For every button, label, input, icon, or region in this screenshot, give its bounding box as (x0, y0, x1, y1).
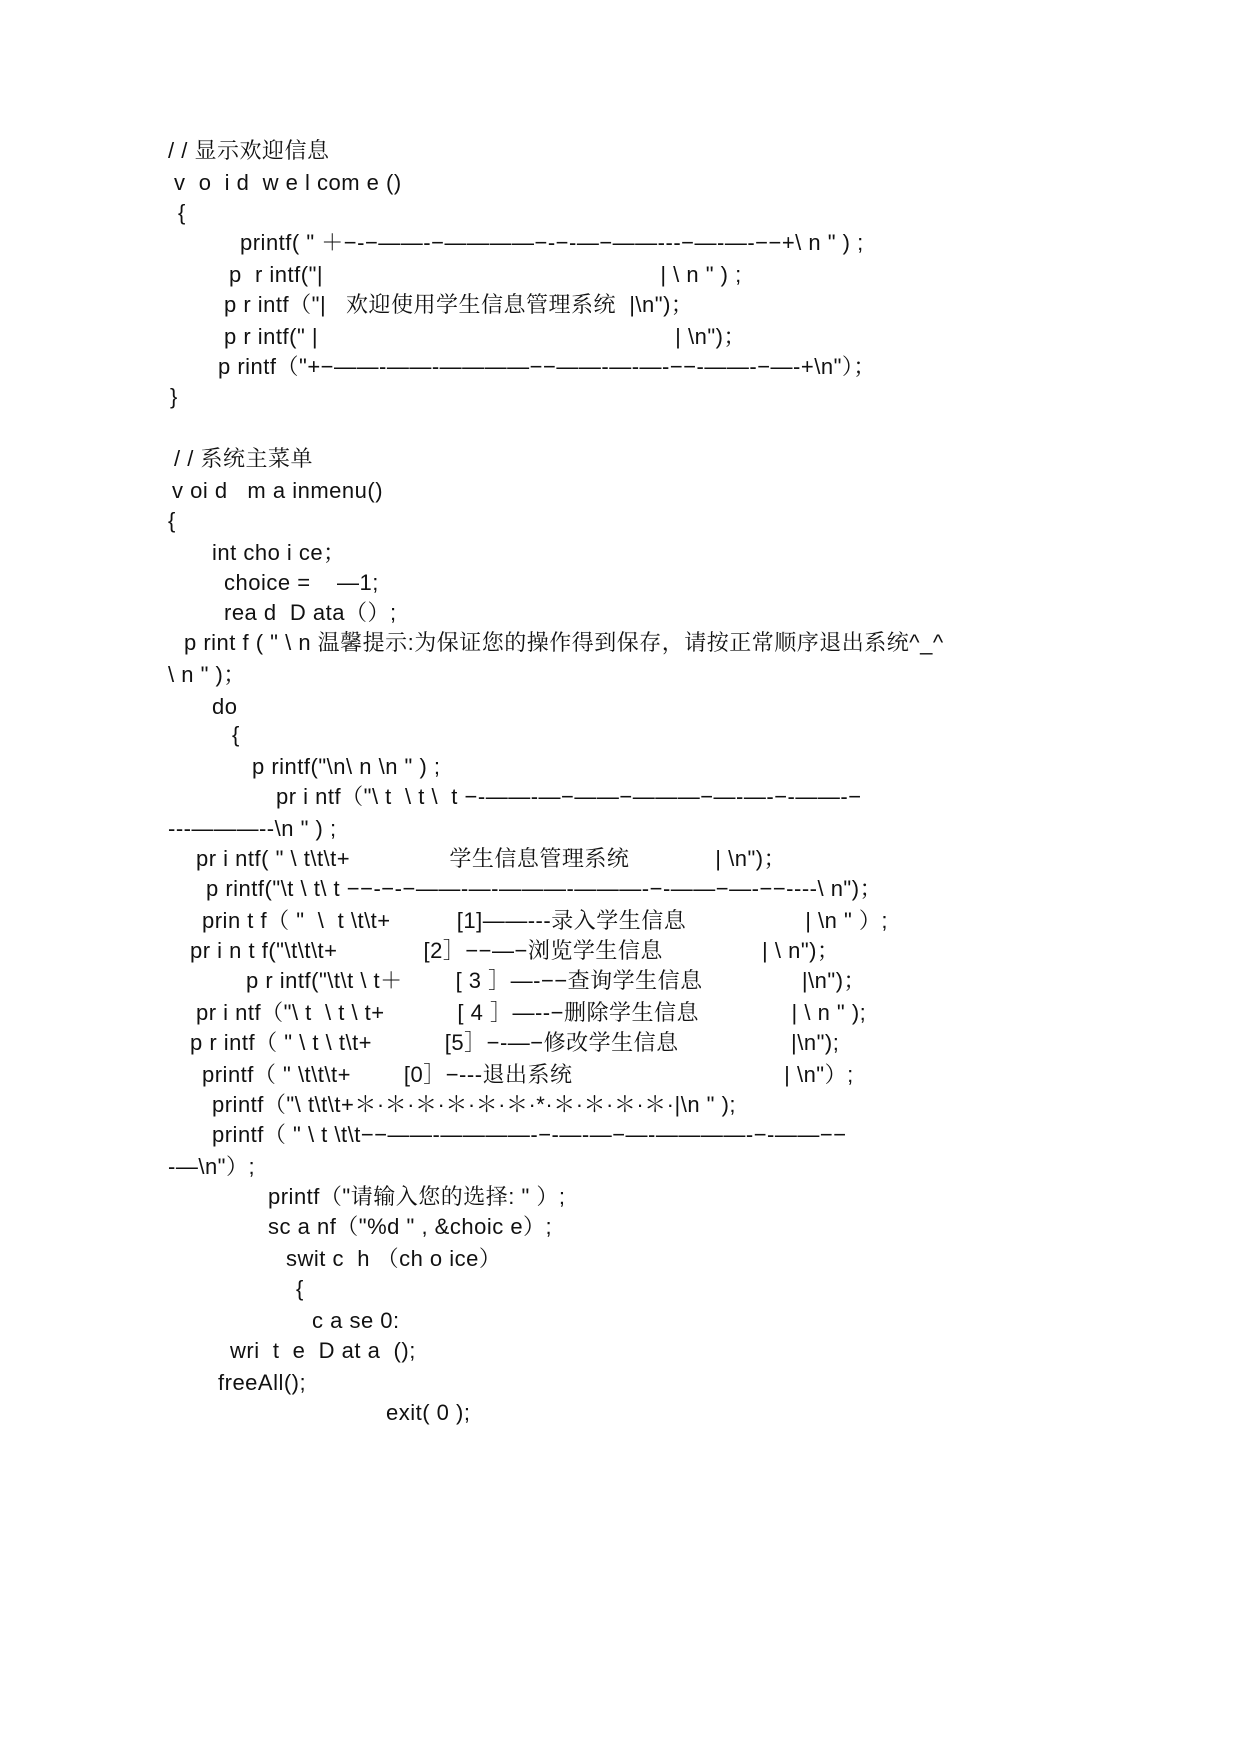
code-line: p r intf（"| 欢迎使用学生信息管理系统 |\n")； (224, 292, 694, 317)
code-line: pr i ntf（"\ t \ t \ t −-——-—−——−———−—-—-−-——-− (276, 784, 862, 809)
code-line: } (170, 384, 178, 409)
code-line: printf（ " \t\t\t+ [0］−---退出系统 | \n"）; (202, 1062, 854, 1087)
code-line: p rintf("\n\ n \n " ) ; (252, 754, 441, 779)
code-line: \ n " )； (168, 662, 246, 687)
code-line: { (178, 200, 186, 225)
code-line: freeAll(); (218, 1370, 307, 1395)
code-line: { (296, 1276, 304, 1301)
code-line: wri t e D at a (); (230, 1338, 416, 1363)
code-line: p r intf(" | | \n")； (224, 324, 746, 349)
code-line: ---———--\n " ) ; (168, 816, 337, 841)
code-line: printf（"请输入您的选择: " ）; (268, 1184, 566, 1209)
code-line: pr i ntf（"\ t \ t \ t+ [ 4 ］—--−删除学生信息 | \ n " ); (196, 1000, 867, 1025)
code-line: exit( 0 ); (386, 1400, 471, 1425)
code-line: do (212, 694, 238, 719)
code-line: p rintf（"+−——-——-————−−——-—-—-−−-——-−—-+\n"）； (218, 354, 876, 379)
code-line: swit c h （ch o ice） (286, 1246, 502, 1271)
code-line: v o i d w e l com e () (174, 170, 402, 195)
code-line: p rintf("\t \ t\ t −−-−-−——-—-———-———-−-——−—-−−----\ n")； (206, 876, 883, 901)
code-line: / / 系统主菜单 (174, 446, 313, 471)
code-line: printf( " ＋−-−——-−————−-−-—−——---−—-—-−−+\ n " ) ; (240, 230, 864, 255)
code-line: { (232, 722, 240, 747)
code-line: p rint f ( " \ n 温馨提示:为保证您的操作得到保存，请按正常顺序退出系统^_^ (184, 630, 944, 655)
code-line: { (168, 508, 176, 533)
code-line: c a se 0: (312, 1308, 400, 1333)
code-line: printf（ " \ t \t\t−−——-————-−-—-—−—-————-−-——−− (212, 1122, 847, 1147)
code-line: prin t f（ " \ t \t\t+ [1]——---录入学生信息 | \n " ）; (202, 908, 889, 933)
code-line: rea d D ata（）; (224, 600, 397, 625)
code-line: v oi d m a inmenu() (172, 478, 384, 503)
code-line: int cho i ce； (212, 540, 346, 565)
code-line: pr i n t f("\t\t\t+ [2］−−—−浏览学生信息 | \ n")； (190, 938, 840, 963)
code-line: p r intf("| | \ n " ) ; (229, 262, 742, 287)
code-line: p r intf("\t\t \ t＋ [ 3 ］—-−−查询学生信息 |\n")； (246, 968, 867, 993)
code-line: / / 显示欢迎信息 (168, 138, 330, 163)
code-line: -—\n"）; (168, 1154, 256, 1179)
code-line: choice = —1; (224, 570, 379, 595)
code-line: sc a nf（"%d " , &choic e）; (268, 1214, 553, 1239)
code-line: printf（"\ t\t\t+＊·＊·＊·＊·＊·＊·*·＊·＊·＊·＊·|\n " ); (212, 1092, 737, 1117)
code-line: p r intf（ " \ t \ t\t+ [5］−-—−修改学生信息 |\n"); (190, 1030, 840, 1055)
code-line: pr i ntf( " \ t\t\t+ 学生信息管理系统 | \n")； (196, 846, 787, 871)
